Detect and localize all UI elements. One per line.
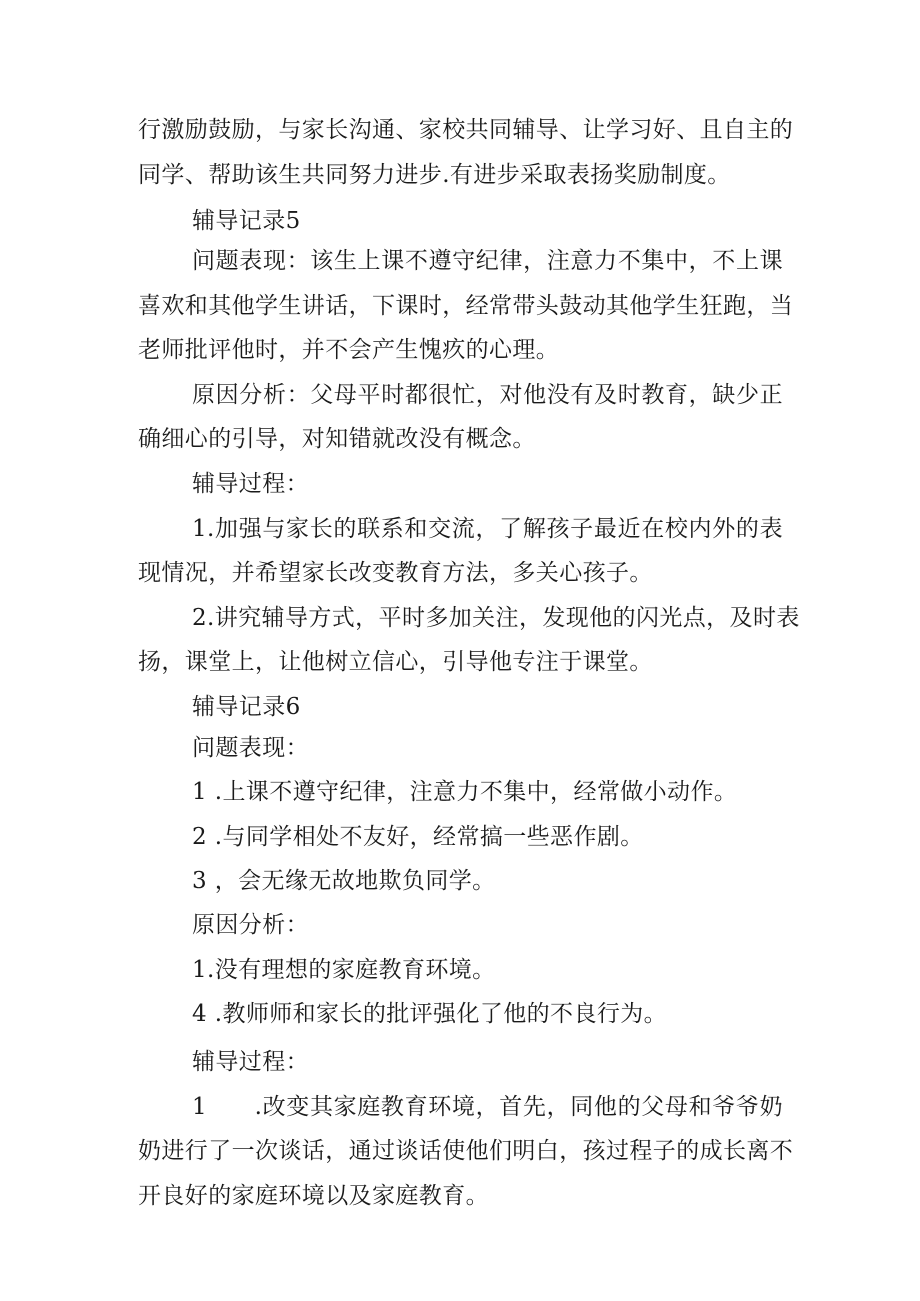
subsection-heading: 辅导过程：: [192, 471, 309, 497]
paragraph-line: 开良好的家庭环境以及家庭教育。: [138, 1183, 489, 1209]
list-item: 1.没有理想的家庭教育环境。: [192, 957, 496, 983]
paragraph-line: 问题表现：该生上课不遵守纪律，注意力不集中，不上课: [192, 248, 783, 274]
paragraph-line: 原因分析：父母平时都很忙，对他没有及时教育，缺少正: [192, 382, 783, 408]
list-item: 3 ，会无缘无故地欺负同学。: [192, 868, 496, 894]
section-heading: 辅导记录6: [192, 694, 301, 720]
paragraph-line: 同学、帮助该生共同努力进步.有进步采取表扬奖励制度。: [138, 162, 731, 188]
list-item: 1 .改变其家庭教育环境，首先，同他的父母和爷爷奶: [192, 1094, 783, 1120]
paragraph-line: 确细心的引导，对知错就改没有概念。: [138, 426, 536, 452]
paragraph-line: 喜欢和其他学生讲话，下课时，经常带头鼓动其他学生狂跑，当: [138, 293, 794, 319]
paragraph-line: 老师批评他时，并不会产生愧疚的心理。: [138, 337, 560, 363]
list-item: 1.加强与家长的联系和交流，了解孩子最近在校内外的表: [192, 516, 783, 542]
paragraph-line: 现情况，并希望家长改变教育方法，多关心孩子。: [138, 560, 653, 586]
list-item: 2 .与同学相处不友好，经常搞一些恶作剧。: [192, 824, 644, 850]
list-item: 4 .教师师和家长的批评强化了他的不良行为。: [192, 1001, 668, 1027]
list-item: 2.讲究辅导方式，平时多加关注，发现他的闪光点，及时表: [192, 605, 800, 631]
subsection-heading: 原因分析：: [192, 912, 309, 938]
subsection-heading: 辅导过程：: [192, 1049, 309, 1075]
paragraph-line: 行激励鼓励，与家长沟通、家校共同辅导、让学习好、且自主的: [138, 117, 794, 143]
list-item: 1 .上课不遵守纪律，注意力不集中，经常做小动作。: [192, 779, 738, 805]
subsection-heading: 问题表现：: [192, 735, 309, 761]
paragraph-line: 奶进行了一次谈话，通过谈话使他们明白，孩过程子的成长离不: [138, 1138, 794, 1164]
section-heading: 辅导记录5: [192, 208, 301, 234]
paragraph-line: 扬，课堂上，让他树立信心，引导他专注于课堂。: [138, 649, 653, 675]
